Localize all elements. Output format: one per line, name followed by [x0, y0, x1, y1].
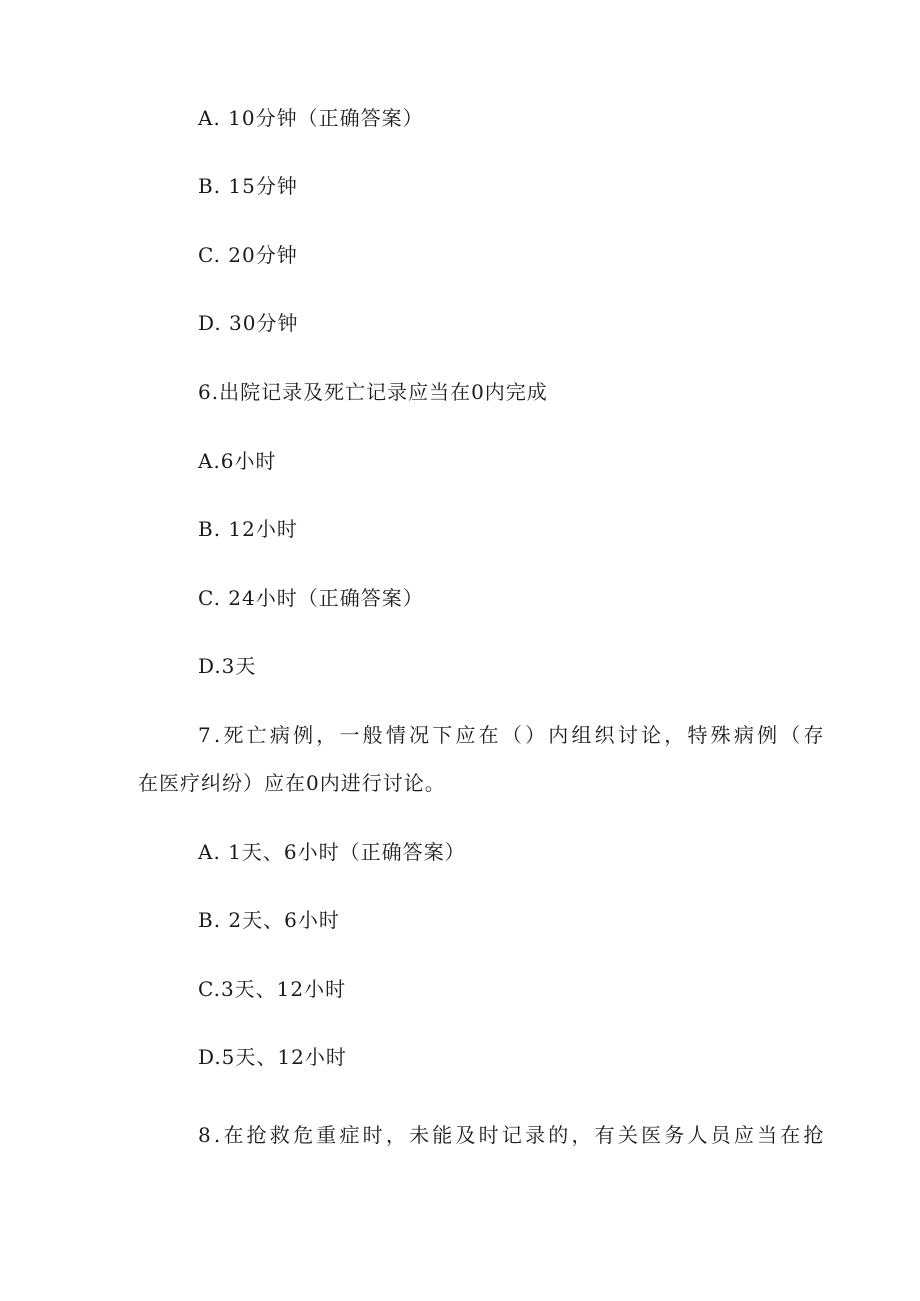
- question-5-option-b: B. 15分钟: [198, 174, 298, 198]
- question-7-option-a: A. 1天、6小时（正确答案）: [198, 840, 466, 864]
- question-5-option-c: C. 20分钟: [198, 243, 298, 267]
- question-6-option-b: B. 12小时: [198, 517, 298, 541]
- question-5-option-d: D. 30分钟: [198, 311, 299, 335]
- question-6-option-d: D.3天: [198, 654, 257, 678]
- question-7-option-c: C.3天、12小时: [198, 977, 347, 1001]
- question-6-text: 6.出院记录及死亡记录应当在0内完成: [198, 380, 548, 404]
- question-7-text-line-2: 在医疗纠纷）应在0内进行讨论。: [138, 771, 446, 795]
- question-8-text-line-1: 8.在抢救危重症时，未能及时记录的，有关医务人员应当在抢: [198, 1123, 827, 1147]
- question-5-option-a: A. 10分钟（正确答案）: [198, 106, 424, 130]
- question-7-option-b: B. 2天、6小时: [198, 908, 340, 932]
- question-6-option-c: C. 24小时（正确答案）: [198, 586, 424, 610]
- question-7-text-line-1: 7.死亡病例，一般情况下应在（）内组织讨论，特殊病例（存: [198, 723, 827, 747]
- question-6-option-a: A.6小时: [198, 449, 277, 473]
- question-7-option-d: D.5天、12小时: [198, 1045, 347, 1069]
